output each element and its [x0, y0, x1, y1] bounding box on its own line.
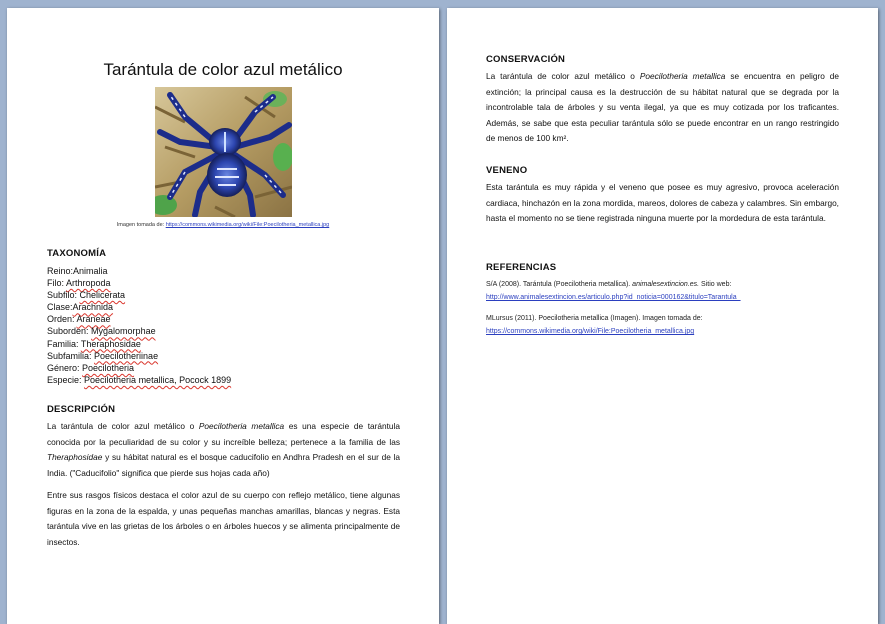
taxonomy-value: Poecilotheria metallica, Pocock 1899	[84, 374, 232, 385]
taxonomy-row	[47, 338, 231, 350]
document-page-2	[447, 8, 878, 624]
references-heading: REFERENCIAS	[486, 262, 557, 273]
taxonomy-label: Suborden:	[47, 326, 92, 337]
taxonomy-list	[47, 265, 231, 386]
taxonomy-row	[47, 362, 231, 374]
taxonomy-value: Mygalomorphae	[91, 326, 156, 337]
taxonomy-row	[47, 313, 231, 325]
taxonomy-label: Clase:	[47, 302, 73, 313]
reference-1: S/A (2008). Tarántula (Poecilotheria metallica). animalesextincion.es. Sitio web: http://www.animalesextincion.es/articulo.php?id_noticia=000162&titulo=Tarantula_	[486, 281, 741, 301]
taxonomy-row	[47, 350, 231, 362]
taxonomy-value: Arthropoda	[66, 278, 111, 289]
taxonomy-value: Chelicerata	[79, 290, 126, 301]
taxonomy-value: Animalia	[73, 266, 108, 276]
taxonomy-value: Poecilotheria	[82, 362, 135, 373]
taxonomy-label: Género:	[47, 362, 83, 373]
document-title: Tarántula de color azul metálico	[103, 60, 343, 79]
taxonomy-label: Reino:	[47, 266, 74, 276]
reference-1-link[interactable]: http://www.animalesextincion.es/articulo.php?id_noticia=000162&titulo=Tarantula_	[486, 294, 741, 301]
taxonomy-value: Theraphosidae	[80, 338, 141, 349]
taxonomy-row	[47, 325, 231, 337]
taxonomy-row	[47, 265, 231, 277]
reference-2-link[interactable]: https://commons.wikimedia.org/wiki/File:Poecilotheria_metallica.jpg	[486, 328, 695, 335]
description-paragraph-1: La tarántula de color azul metálico o Poecilotheria metallica es una especie de tarántula conocida por la peculiaridad de su color y su increíble belleza; pertenece a la familia de las Theraphosidae y su hábitat natural es el bosque caducifolio en Andhra Pradesh en el sur de la India. ("Caducifolio" significa que pierde sus hojas cada año)	[47, 421, 400, 478]
conservation-heading: CONSERVACIÓN	[486, 54, 566, 65]
tarantula-photo	[155, 87, 292, 217]
taxonomy-heading: TAXONOMÍA	[47, 248, 107, 259]
taxonomy-row	[47, 277, 231, 289]
taxonomy-label: Orden:	[47, 314, 77, 325]
venom-heading: VENENO	[486, 165, 528, 176]
taxonomy-row	[47, 289, 231, 301]
venom-paragraph: Esta tarántula es muy rápida y el veneno que posee es muy agresivo, provoca aceleración cardiaca, hinchazón en la zona mordida, mareos, dolores de cabeza y calambres. Sin embargo, hasta el momento no se tiene registrada ninguna muerte por la mordedura de esta tarántula.	[486, 182, 839, 223]
taxonomy-label: Subfamilia:	[47, 350, 95, 361]
taxonomy-label: Especie:	[47, 374, 85, 385]
description-paragraph-2: Entre sus rasgos físicos destaca el color azul de su cuerpo con reflejo metálico, tiene algunas figuras en la zona de la espalda, y unas pequeñas manchas amarillas, blancas y negras. Esta tarántula vive en las grietas de los árboles o en árboles huecos y se alimenta principalmente de insectos.	[47, 490, 400, 547]
description-heading: DESCRIPCIÓN	[47, 404, 116, 415]
taxonomy-label: Filo:	[47, 278, 67, 289]
taxonomy-row	[47, 374, 231, 386]
taxonomy-value: Arachnida	[72, 302, 114, 313]
document-page-1	[7, 8, 439, 624]
taxonomy-label: Subfilo:	[47, 290, 80, 301]
image-caption	[7, 222, 439, 228]
caption-link[interactable]: https://commons.wikimedia.org/wiki/File:Poecilotheria_metallica.jpg	[165, 222, 330, 228]
caption-prefix: Imagen tomada de:	[116, 222, 166, 228]
taxonomy-label: Familia:	[47, 338, 81, 349]
taxonomy-row	[47, 301, 231, 313]
taxonomy-value: Poecilotheriinae	[94, 350, 159, 361]
taxonomy-value: Araneae	[76, 314, 111, 325]
reference-2: MLursus (2011). Poecilotheria metallica (Imagen). Imagen tomada de: https://commons.wikimedia.org/wiki/File:Poecilotheria_metallica.jpg	[486, 315, 703, 335]
conservation-paragraph: La tarántula de color azul metálico o Poecilotheria metallica se encuentra en peligro de extinción; la principal causa es la destrucción de su hábitat natural que se degrada por la incontrolable tala de árboles y su venta ilegal, ya que es muy cotizada por los traficantes. Además, se sabe que esta peculiar tarántula sólo se puede encontrar en un rango restringido de menos de 100 km².	[486, 71, 839, 143]
